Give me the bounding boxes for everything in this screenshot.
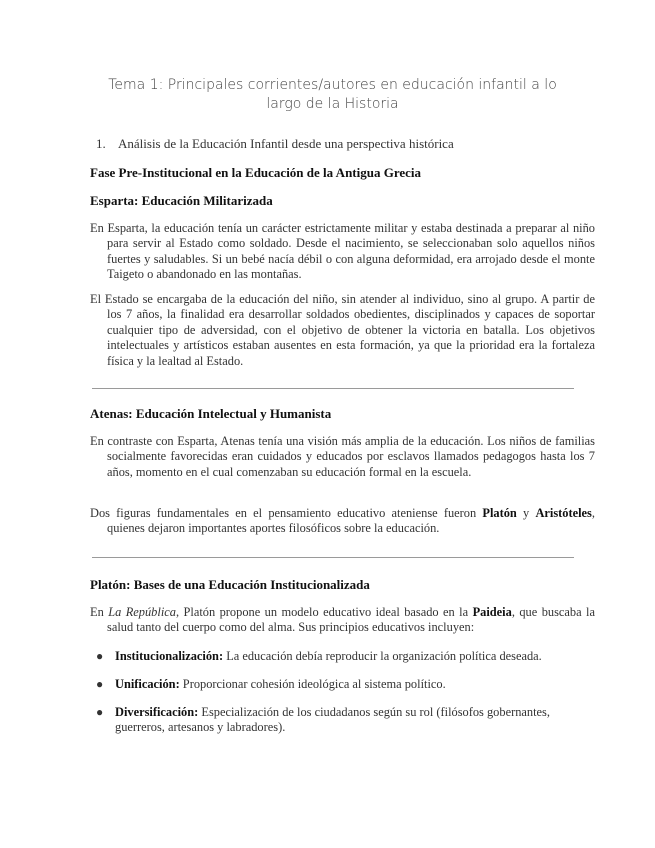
paragraph-platon [90,605,595,636]
text-run: , quienes dejaron importantes aportes filosóficos sobre la educación. [107,506,595,536]
list-number: 1. [96,136,106,151]
bold-platon: Platón [482,506,517,520]
text-run: y [516,506,536,520]
bullet-dot-icon: ● [96,649,104,663]
bold-paideia: Paideia [472,605,512,619]
text-run: En [90,605,109,619]
text-run: , que buscaba la salud tanto del cuerpo como del alma. Sus principios educativos incluyen: [107,605,595,635]
heading-platon: Platón: Bases de una Educación Institucionalizada [90,577,370,592]
heading-esparta: Esparta: Educación Militarizada [90,193,273,208]
bullet-text: La educación debía reproducir la organización política deseada. [223,649,542,663]
bullet-dot-icon: ● [96,705,104,719]
bullet-dot-icon: ● [96,677,104,691]
bullet-term: Institucionalización: [115,649,224,663]
section-heading-greece: Fase Pre-Institucional en la Educación de la Antigua Grecia [90,165,422,180]
text-run: Dos figuras fundamentales en el pensamiento educativo ateniense fueron [90,506,483,520]
document-title [90,76,575,114]
title-line-2: largo de la Historia [266,96,399,112]
text-run: , Platón propone un modelo educativo ideal basado en la [175,605,473,619]
bullet-text: Proporcionar cohesión ideológica al sistema político. [179,677,446,691]
paragraph-esparta-2: El Estado se encargaba de la educación del niño, sin atender al individuo, sino al grupo. A partir de los 7 años, la finalidad era desarrollar soldados obedientes, disciplinados y capaces de soportar cualquier tipo de adversidad, con el objetivo de obtener la victoria en batalla. Los objetivos intelectuales y artísticos estaban ausentes en esta formación, ya que la prioridad era la fortaleza física y la lealtad al Estado. [90,292,595,368]
horizontal-divider [92,388,574,389]
bullet-text: Especialización de los ciudadanos según su rol (filósofos gobernantes, guerreros, artesanos y labradores). [115,705,550,735]
bold-aristoteles: Aristóteles [535,506,592,520]
bullet-term: Unificación: [115,677,180,691]
bullet-item [96,649,578,664]
bullet-term: Diversificación: [115,705,199,719]
paragraph-atenas-1: En contraste con Esparta, Atenas tenía una visión más amplia de la educación. Los niños de familias socialmente favorecidas eran cuidados y educados por esclavos llamados pedagogos hasta los 7 años, momento en el cual comenzaban su educación formal en la escuela. [90,434,595,479]
italic-la-republica: La República [108,605,176,619]
numbered-list-item [96,136,454,152]
bullet-item [96,677,578,692]
horizontal-divider [92,557,574,558]
paragraph-esparta-1: En Esparta, la educación tenía un carácter estrictamente militar y estaba destinada a preparar al niño para servir al Estado como soldado. Desde el nacimiento, se seleccionaban solo aquellos niños fuertes y saludables. Si un bebé nacía débil o con alguna deformidad, era arrojado desde el monte Taigeto o abandonado en las montañas. [90,221,595,282]
bullet-item [96,705,578,736]
paragraph-atenas-2 [90,506,595,537]
heading-atenas: Atenas: Educación Intelectual y Humanista [90,406,332,421]
title-line-1: Tema 1: Principales corrientes/autores en educación infantil a lo [108,77,557,93]
list-item-text: Análisis de la Educación Infantil desde una perspectiva histórica [118,136,454,151]
